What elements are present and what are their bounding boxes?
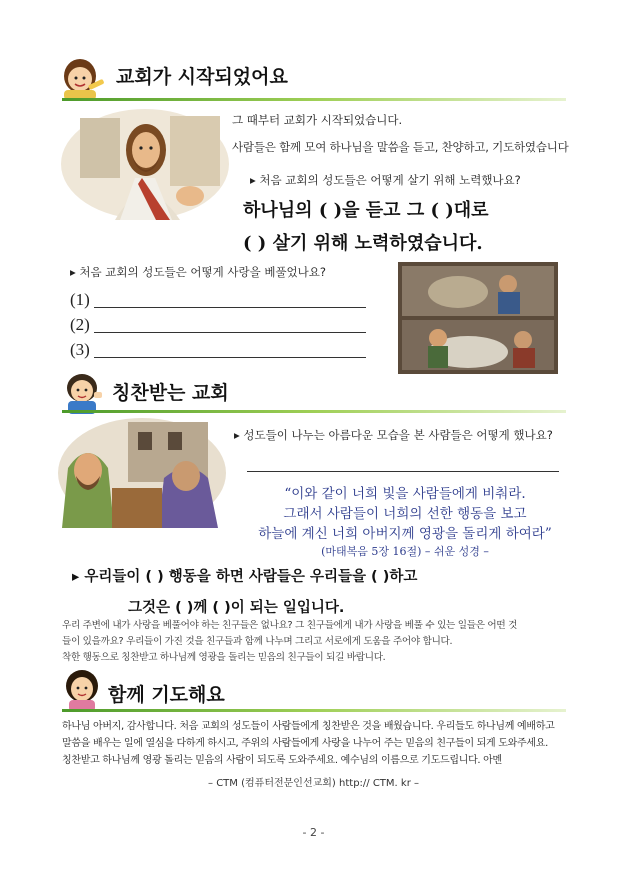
section-title-pray-together: 함께 기도해요 [108,684,225,706]
question-what-did-people-do: ▸ 성도들이 나누는 아름다운 모습을 본 사람들은 어떻게 했나요? [234,428,553,442]
prayer-line-3: 칭찬받고 하나님께 영광 돌리는 믿음의 사람이 되도록 도와주세요. 예수님의 이름으로 기도드립니다. 아멘 [62,755,502,766]
fill-in-sentence-2: ( ) 살기 위해 노력하였습니다. [243,233,483,254]
bible-verse-line-2: 그래서 사람들이 너희의 선한 행동을 보고 [283,506,527,522]
answer-label-1: (1) [70,290,90,309]
fill-in-sentence-4: 그것은 ( )께 ( )이 되는 일입니다. [128,600,345,616]
fill-in-sentence-3: ▸ 우리들이 ( ) 행동을 하면 사람들은 우리들을 ( )하고 [72,569,418,585]
section-title-church-started: 교회가 시작되었어요 [116,66,288,88]
section-divider [62,709,566,712]
kid-icon-1 [58,52,110,100]
answer-line-people[interactable] [247,471,559,472]
jesus-illustration [60,108,230,220]
crowd-illustration [58,418,226,528]
section-title-praised-church: 칭찬받는 교회 [112,382,229,404]
section-divider [62,98,566,101]
prayer-line-1: 하나님 아버지, 감사합니다. 처음 교회의 성도들이 사람들에게 칭찬받은 것을 배웠습니다. 우리들도 하나님께 예배하고 [62,721,555,732]
answer-line-2[interactable] [94,332,366,333]
prayer-line-2: 말씀을 배우는 일에 열심을 다하게 하시고, 주위의 사람들에게 사랑을 나누어 주는 믿음의 친구들이 되게 도와주세요. [62,738,548,749]
credit-line: – CTM (컴퓨터전문인선교회) http:// CTM. kr – [208,778,419,789]
fill-in-sentence-1: 하나님의 ( )을 듣고 그 ( )대로 [243,200,489,221]
paragraph-line-1: 우리 주변에 내가 사랑을 베풀어야 하는 친구들은 없나요? 그 친구들에게 내가 사랑을 베풀 수 있는 일들은 어떤 것 [62,620,518,631]
question-how-live: ▸ 처음 교회의 성도들은 어떻게 살기 위해 노력했나요? [250,173,521,187]
bible-verse-line-1: “이와 같이 너희 빛을 사람들에게 비춰라. [284,486,526,502]
bible-verse-reference: (마태복음 5장 16절) – 쉬운 성경 – [321,545,489,558]
girl-icon [60,666,106,712]
paragraph-line-3: 착한 행동으로 칭찬받고 하나님께 영광을 돌리는 믿음의 친구들이 되길 바랍니다. [62,652,386,663]
sharing-illustration [398,262,558,374]
paragraph-line-2: 들이 있을까요? 우리들이 가진 것을 친구들과 함께 나누며 그리고 서로에게 도움을 주어야 합니다. [62,636,453,647]
section-divider [62,410,566,413]
text-line-church-started: 그 때부터 교회가 시작되었습니다. [232,113,403,127]
boy-icon [60,370,110,414]
answer-line-3[interactable] [94,357,366,358]
text-line-gathered: 사람들은 함께 모여 하나님을 말씀을 듣고, 찬양하고, 기도하였습니다 [232,140,569,154]
bible-verse-line-3: 하늘에 계신 너희 아버지께 영광을 돌리게 하여라” [258,526,552,542]
answer-label-3: (3) [70,340,90,359]
question-how-love: ▸ 처음 교회의 성도들은 어떻게 사랑을 베풀었나요? [70,265,326,279]
page-number: - 2 - [302,826,325,839]
answer-label-2: (2) [70,315,90,334]
answer-line-1[interactable] [94,307,366,308]
